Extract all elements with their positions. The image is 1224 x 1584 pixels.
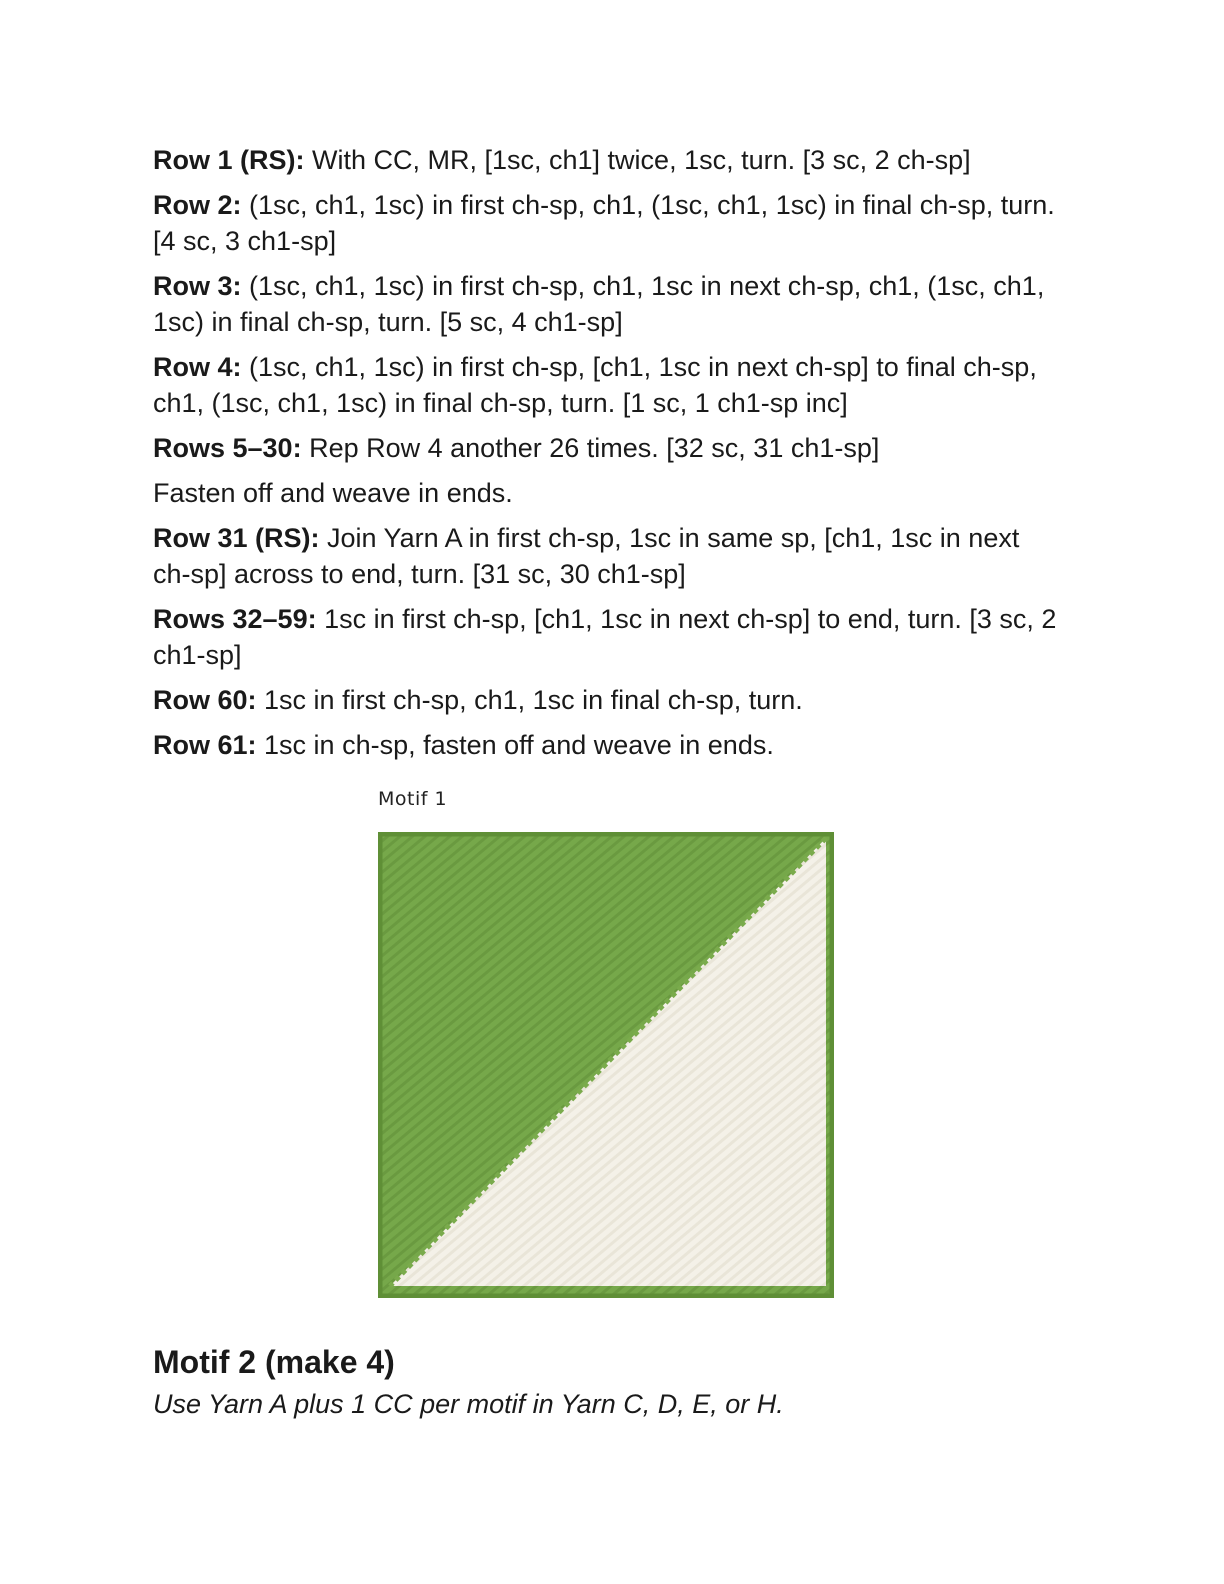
row-text: (1sc, ch1, 1sc) in first ch-sp, ch1, (1sc, ch1, 1sc) in final ch-sp, turn. [4 sc, 3 ch1-sp] — [153, 190, 1055, 256]
row-text: Rep Row 4 another 26 times. [32 sc, 31 ch1-sp] — [301, 433, 880, 463]
row-text: 1sc in first ch-sp, [ch1, 1sc in next ch-sp] to end, turn. [3 sc, 2 ch1-sp] — [153, 604, 1057, 670]
instruction-rows-32-59 — [153, 601, 1058, 673]
instruction-rows-5-30 — [153, 430, 1058, 466]
row-label: Row 61: — [153, 730, 257, 760]
instruction-row-31 — [153, 520, 1058, 592]
instruction-row-2 — [153, 187, 1058, 259]
motif-1-swatch-image — [378, 832, 834, 1298]
pattern-instructions — [153, 142, 1058, 772]
row-text: (1sc, ch1, 1sc) in first ch-sp, [ch1, 1sc in next ch-sp] to final ch-sp, ch1, (1sc, ch1, 1sc) in final ch-sp, turn. [1 sc, 1 ch1-sp inc] — [153, 352, 1037, 418]
row-label: Row 3: — [153, 271, 242, 301]
section-heading: Motif 2 (make 4) — [153, 1344, 395, 1380]
row-text: With CC, MR, [1sc, ch1] twice, 1sc, turn. [3 sc, 2 ch-sp] — [304, 145, 971, 175]
row-text: (1sc, ch1, 1sc) in first ch-sp, ch1, 1sc in next ch-sp, ch1, (1sc, ch1, 1sc) in final ch-sp, turn. [5 sc, 4 ch1-sp] — [153, 271, 1045, 337]
row-text: Join Yarn A in first ch-sp, 1sc in same sp, [ch1, 1sc in next ch-sp] across to end, turn. [31 sc, 30 ch1-sp] — [153, 523, 1020, 589]
row-label: Row 60: — [153, 685, 257, 715]
instruction-row-4 — [153, 349, 1058, 421]
row-label: Rows 32–59: — [153, 604, 317, 634]
row-text: 1sc in first ch-sp, ch1, 1sc in final ch-sp, turn. — [256, 685, 803, 715]
row-text: 1sc in ch-sp, fasten off and weave in ends. — [256, 730, 774, 760]
figure-caption: Motif 1 — [378, 788, 448, 810]
row-text: Fasten off and weave in ends. — [153, 478, 513, 508]
motif-1-figure — [378, 786, 836, 1298]
instruction-fasten-off — [153, 475, 1058, 511]
instruction-row-1 — [153, 142, 1058, 178]
instruction-row-60 — [153, 682, 1058, 718]
instruction-row-3 — [153, 268, 1058, 340]
row-label: Row 31 (RS): — [153, 523, 320, 553]
instruction-row-61 — [153, 727, 1058, 763]
row-label: Rows 5–30: — [153, 433, 302, 463]
row-label: Row 4: — [153, 352, 242, 382]
row-label: Row 1 (RS): — [153, 145, 305, 175]
section-note: Use Yarn A plus 1 CC per motif in Yarn C, D, E, or H. — [153, 1389, 784, 1419]
row-label: Row 2: — [153, 190, 242, 220]
